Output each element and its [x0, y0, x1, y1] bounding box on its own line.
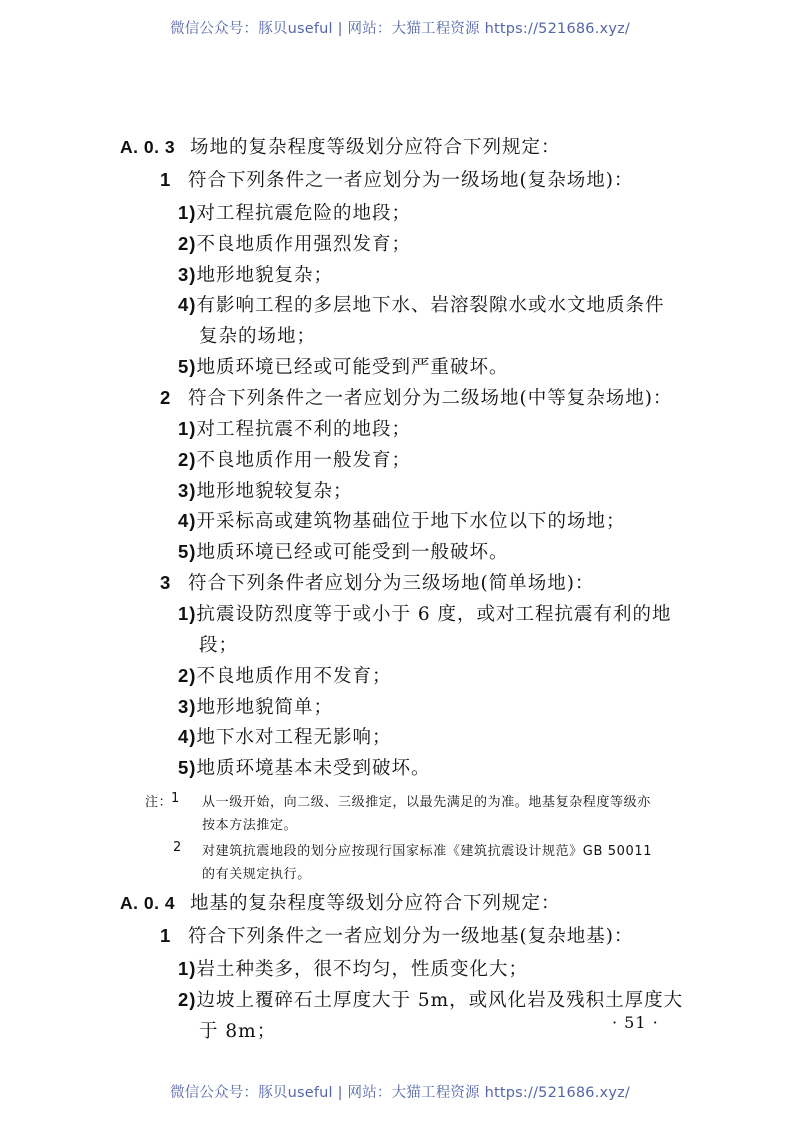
condition-1-line — [160, 166, 633, 192]
condition-1-line — [160, 922, 633, 948]
item-number: 1) — [178, 603, 197, 624]
item-number: 1) — [178, 202, 197, 223]
list-item — [178, 230, 411, 256]
condition-text: 符合下列条件之一者应划分为二级场地(中等复杂场地)： — [188, 388, 673, 409]
item-text: 对工程抗震不利的地段； — [196, 419, 411, 440]
item-continuation: 段； — [199, 635, 239, 656]
list-item — [178, 507, 625, 533]
item-text: 地形地貌简单； — [196, 697, 333, 718]
section-number: A. 0. 4 — [120, 893, 176, 913]
item-text: 不良地质作用一般发育； — [196, 450, 411, 471]
item-text: 地质环境已经或可能受到一般破坏。 — [196, 542, 509, 563]
list-item — [178, 955, 528, 981]
item-number: 2) — [178, 665, 197, 686]
item-text: 有影响工程的多层地下水、岩溶裂隙水或水文地质条件 — [196, 295, 665, 316]
item-number: 5) — [178, 757, 197, 778]
item-number: 4) — [178, 294, 197, 315]
item-text: 地形地貌较复杂； — [196, 481, 353, 502]
list-item — [178, 986, 683, 1012]
item-continuation: 于 8m； — [199, 1021, 277, 1042]
note-2-text: 对建筑抗震地段的划分应按现行国家标准《建筑抗震设计规范》GB 50011 — [202, 844, 653, 859]
watermark-top: 微信公众号：豚贝useful | 网站：大猫工程资源 https://521686.xyz/ — [170, 21, 630, 37]
item-number: 5) — [178, 541, 197, 562]
item-number: 4) — [178, 510, 197, 531]
section-title: 地基的复杂程度等级划分应符合下列规定： — [190, 893, 561, 914]
condition-text: 符合下列条件之一者应划分为一级地基(复杂地基)： — [188, 926, 634, 947]
item-continuation: 复杂的场地； — [199, 326, 317, 347]
item-number: 3) — [178, 480, 197, 501]
list-item — [178, 415, 411, 441]
item-number: 4) — [178, 726, 197, 747]
item-text: 开采标高或建筑物基础位于地下水位以下的场地； — [196, 511, 626, 532]
item-text: 不良地质作用不发育； — [196, 666, 392, 687]
item-number: 2) — [178, 233, 197, 254]
item-number: 3) — [178, 264, 197, 285]
note-1-continuation: 按本方法推定。 — [202, 818, 298, 833]
item-text: 岩土种类多，很不均匀，性质变化大； — [196, 959, 528, 980]
list-item — [178, 754, 430, 780]
note-2-number: 2 — [173, 840, 182, 855]
item-number: 2) — [178, 449, 197, 470]
list-item — [178, 477, 352, 503]
list-item — [178, 723, 391, 749]
condition-3-line — [160, 569, 594, 595]
item-text: 边坡上覆碎石土厚度大于 5m，或风化岩及残积土厚度大 — [196, 990, 684, 1011]
item-text: 地质环境基本未受到破坏。 — [196, 758, 431, 779]
condition-2-line — [160, 384, 672, 410]
note-1-number: 1 — [171, 791, 180, 806]
section-a03-heading — [120, 133, 561, 159]
section-number: A. 0. 3 — [120, 137, 176, 157]
item-text: 地下水对工程无影响； — [196, 727, 392, 748]
list-item — [178, 538, 508, 564]
note-label: 注： — [145, 795, 173, 810]
item-text: 地质环境已经或可能受到严重破坏。 — [196, 357, 509, 378]
watermark-bottom: 微信公众号：豚贝useful | 网站：大猫工程资源 https://521686.xyz/ — [170, 1085, 630, 1101]
item-text: 对工程抗震危险的地段； — [196, 203, 411, 224]
condition-number: 2 — [160, 387, 172, 408]
item-number: 2) — [178, 989, 197, 1010]
condition-text: 符合下列条件者应划分为三级场地(简单场地)： — [188, 573, 595, 594]
item-number: 1) — [178, 958, 197, 979]
note-1-text: 从一级开始，向二级、三级推定，以最先满足的为准。地基复杂程度等级亦 — [202, 795, 651, 810]
item-text: 不良地质作用强烈发育； — [196, 234, 411, 255]
page-number: · 51 · — [612, 1013, 659, 1032]
list-item — [178, 662, 391, 688]
condition-number: 3 — [160, 572, 172, 593]
item-text: 地形地貌复杂； — [196, 265, 333, 286]
list-item — [178, 446, 411, 472]
item-number: 1) — [178, 418, 197, 439]
list-item — [178, 693, 333, 719]
list-item — [178, 261, 333, 287]
list-item — [178, 353, 508, 379]
list-item — [178, 291, 664, 317]
condition-number: 1 — [160, 925, 172, 946]
list-item — [178, 199, 411, 225]
section-title: 场地的复杂程度等级划分应符合下列规定： — [190, 137, 561, 158]
condition-number: 1 — [160, 169, 172, 190]
condition-text: 符合下列条件之一者应划分为一级场地(复杂场地)： — [188, 170, 634, 191]
list-item — [178, 600, 672, 626]
item-number: 5) — [178, 356, 197, 377]
section-a04-heading — [120, 889, 561, 915]
item-number: 3) — [178, 696, 197, 717]
note-2-continuation: 的有关规定执行。 — [202, 867, 311, 882]
item-text: 抗震设防烈度等于或小于 6 度，或对工程抗震有利的地 — [196, 604, 672, 625]
